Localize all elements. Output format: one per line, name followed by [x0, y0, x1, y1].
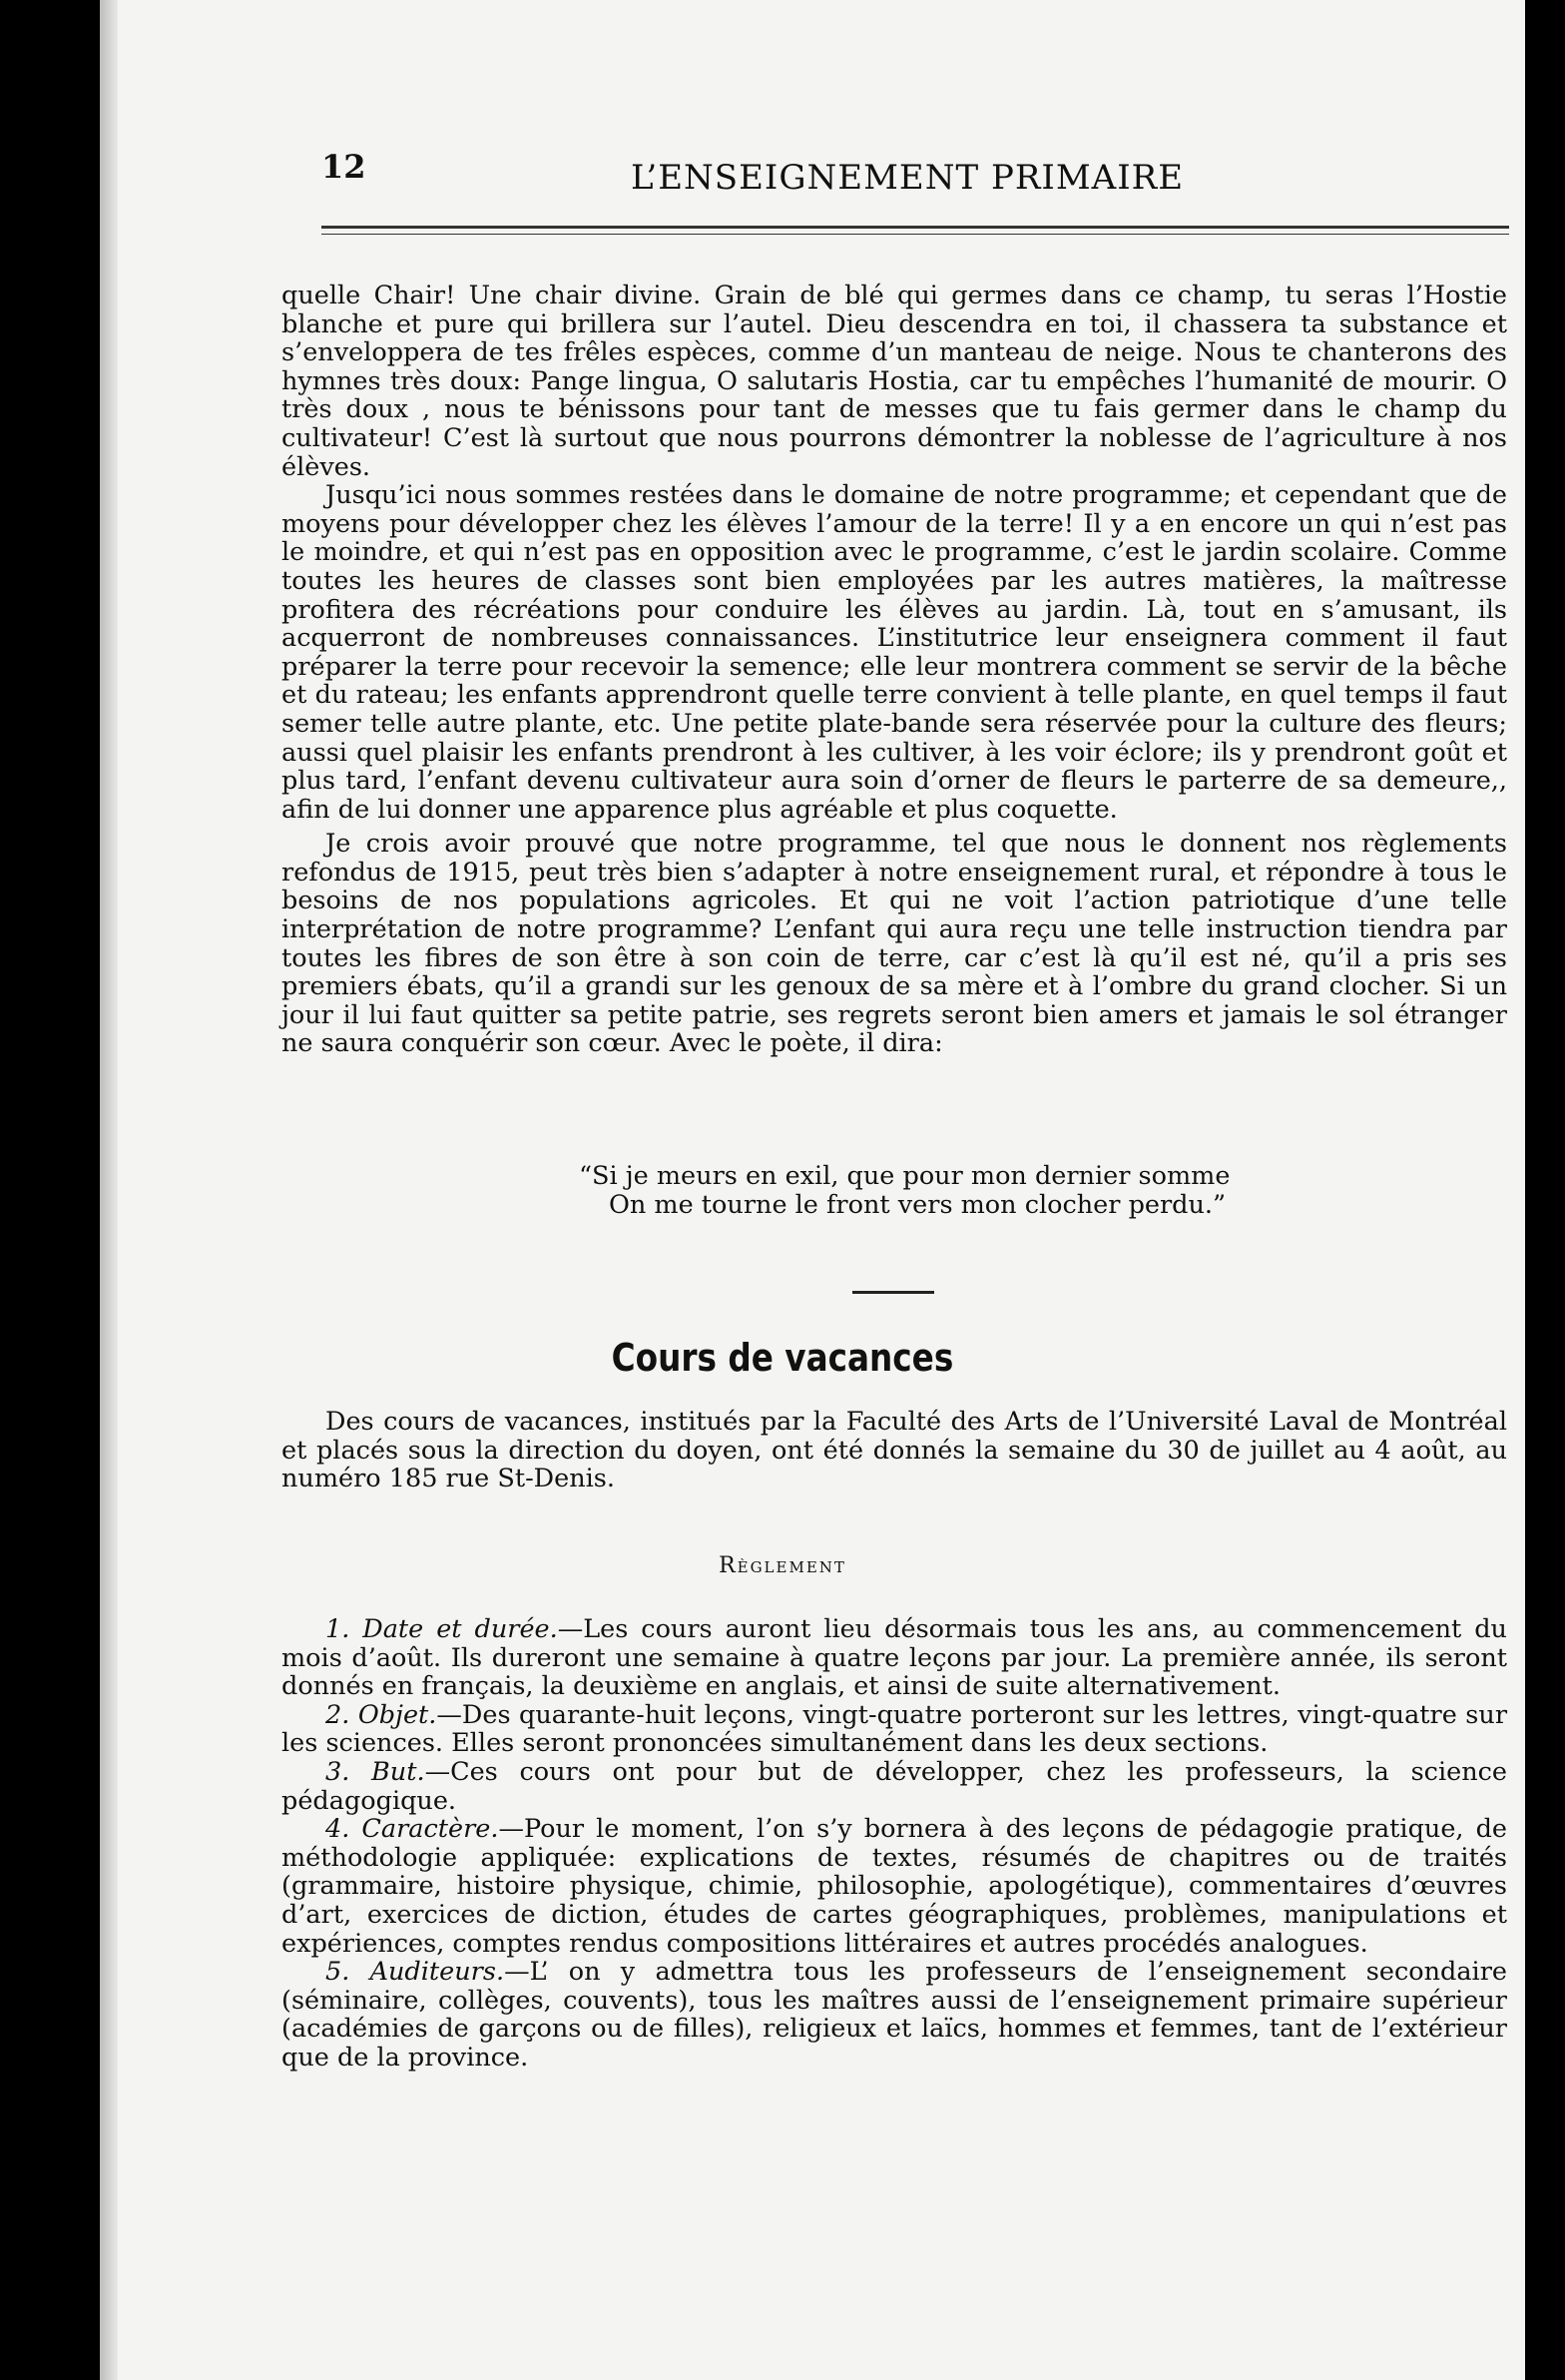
rule-text: —Des quarante-huit leçons, vingt-quatre porteront sur les lettres, vingt-quatre sur les sciences. Elles seront prononcées simultanément dans les deux sections.: [281, 1699, 1508, 1759]
rule-item: [281, 1815, 1507, 1958]
section-title: Cours de vacances: [611, 1336, 954, 1380]
rule-label: 4. Caractère.: [325, 1814, 499, 1845]
poem-line: “Si je meurs en exil, que pour mon dernier somme: [579, 1161, 1231, 1191]
rule-item: [281, 1615, 1507, 1701]
rule-text: —Ces cours ont pour but de développer, chez les professeurs, la science pédagogique.: [281, 1756, 1507, 1816]
rules-list: [281, 1615, 1507, 2073]
page-binding-edge: [100, 0, 118, 2380]
running-title: L’ENSEIGNEMENT PRIMAIRE: [631, 158, 1185, 198]
rule-label: 1. Date et durée.: [325, 1614, 558, 1644]
section-divider: [852, 1291, 934, 1294]
scan-border: [1525, 0, 1565, 2380]
intro-paragraph: Des cours de vacances, institués par la Faculté des Arts de l’Université Laval de Montréal et placés sous la direction du doyen, ont été donnés la semaine du 30 de juillet au 4 août, au numéro 185 rue St-Denis.: [281, 1407, 1507, 1494]
rule-label: 3. But.: [325, 1756, 425, 1787]
header-rule-bottom: [321, 234, 1509, 235]
poem-line: On me tourne le front vers mon clocher perdu.”: [609, 1190, 1227, 1220]
poem-quote: [579, 1162, 1278, 1220]
rule-item: [281, 1758, 1507, 1815]
section-intro: [281, 1408, 1507, 1493]
paragraph: quelle Chair! Une chair divine. Grain de blé qui germes dans ce champ, tu seras l’Hostie blanche et pure qui brillera sur l’autel. Dieu descendra en toi, il chassera ta substance et s’enveloppera de tes frêles espèces, comme d’un manteau de neige. Nous te chanterons des hymnes très doux: Pange lingua, O salutaris Hostia, car tu empêches l’humanité de mourir. O très doux , nous te bénissons pour tant de messes que tu fais germer dans le champ du cultivateur! C’est là surtout que nous pourrons démontrer la noblesse de l’agriculture à nos élèves.: [281, 281, 1507, 482]
header-rule-top: [321, 226, 1509, 229]
rule-text: —Les cours auront lieu désormais tous les ans, au commencement du mois d’août. Ils dureront une semaine à quatre leçons par jour. La première année, ils seront donnés en français, la deuxième en anglais, et ainsi de suite alternativement.: [281, 1614, 1507, 1702]
paragraph: Jusqu’ici nous sommes restées dans le domaine de notre programme; et cependant que de moyens pour développer chez les élèves l’amour de la terre! Il y a en encore un qui n’est pas le moindre, et qui n’est pas en opposition avec le programme, c’est le jardin scolaire. Comme toutes les heures de classes sont bien employées par les autres matières, la maîtresse profitera des récréations pour conduire les élèves au jardin. Là, tout en s’amusant, ils acquerront de nombreuses connaissances. L’institutrice leur enseignera comment il faut préparer la terre pour recevoir la semence; elle leur montrera comment se servir de la bêche et du rateau; les enfants apprendront quelle terre convient à telle plante, en quel temps il faut semer telle autre plante, etc. Une petite plate-bande sera réservée pour la culture des fleurs; aussi quel plaisir les enfants prendront à les cultiver, à les voir éclore; ils y prendront goût et plus tard, l’enfant devenu cultivateur aura soin d’orner de fleurs le parterre de sa demeure,, afin de lui donner une apparence plus agréable et plus coquette.: [281, 480, 1507, 825]
article-body: [281, 282, 1507, 1058]
rule-item: [281, 1958, 1507, 2072]
rule-text: —L’ on y admettra tous les professeurs de l’enseignement secondaire (séminaire, collèges, couvents), tous les maîtres aussi de l’enseignement primaire supérieur (académies de garçons ou de filles), religieux et laïcs, hommes et femmes, tant de l’extérieur que de la province.: [281, 1957, 1507, 2073]
subheading: Règlement: [719, 1553, 846, 1578]
paragraph: Je crois avoir prouvé que notre programme, tel que nous le donnent nos règlements refondus de 1915, peut très bien s’adapter à notre enseignement rural, et répondre à tous le besoins de nos populations agricoles. Et qui ne voit l’action patriotique d’une telle interprétation de notre programme? L’enfant qui aura reçu une telle instruction tiendra par toutes les fibres de son être à son coin de terre, car c’est là qu’il est né, qu’il a pris ses premiers ébats, qu’il a grandi sur les genoux de sa mère et à l’ombre du grand clocher. Si un jour il lui faut quitter sa petite patrie, ses regrets seront bien amers et jamais le sol étranger ne saura conquérir son cœur. Avec le poète, il dira:: [281, 829, 1507, 1059]
rule-text: —Pour le moment, l’on s’y bornera à des leçons de pédagogie pratique, de méthodologie appliquée: explications de textes, résumés de chapitres ou de traités (grammaire, histoire physique, chimie, philosophie, apologétique), commentaires d’œuvres d’art, exercices de diction, études de cartes géographiques, problèmes, manipulations et expériences, comptes rendus compositions littéraires et autres procédés analogues.: [281, 1814, 1507, 1959]
rule-item: [281, 1701, 1507, 1758]
page-number: 12: [321, 148, 366, 186]
rule-label: 5. Auditeurs.: [325, 1957, 505, 1988]
page-header: [321, 148, 1509, 198]
rule-label: 2. Objet.: [325, 1699, 437, 1730]
